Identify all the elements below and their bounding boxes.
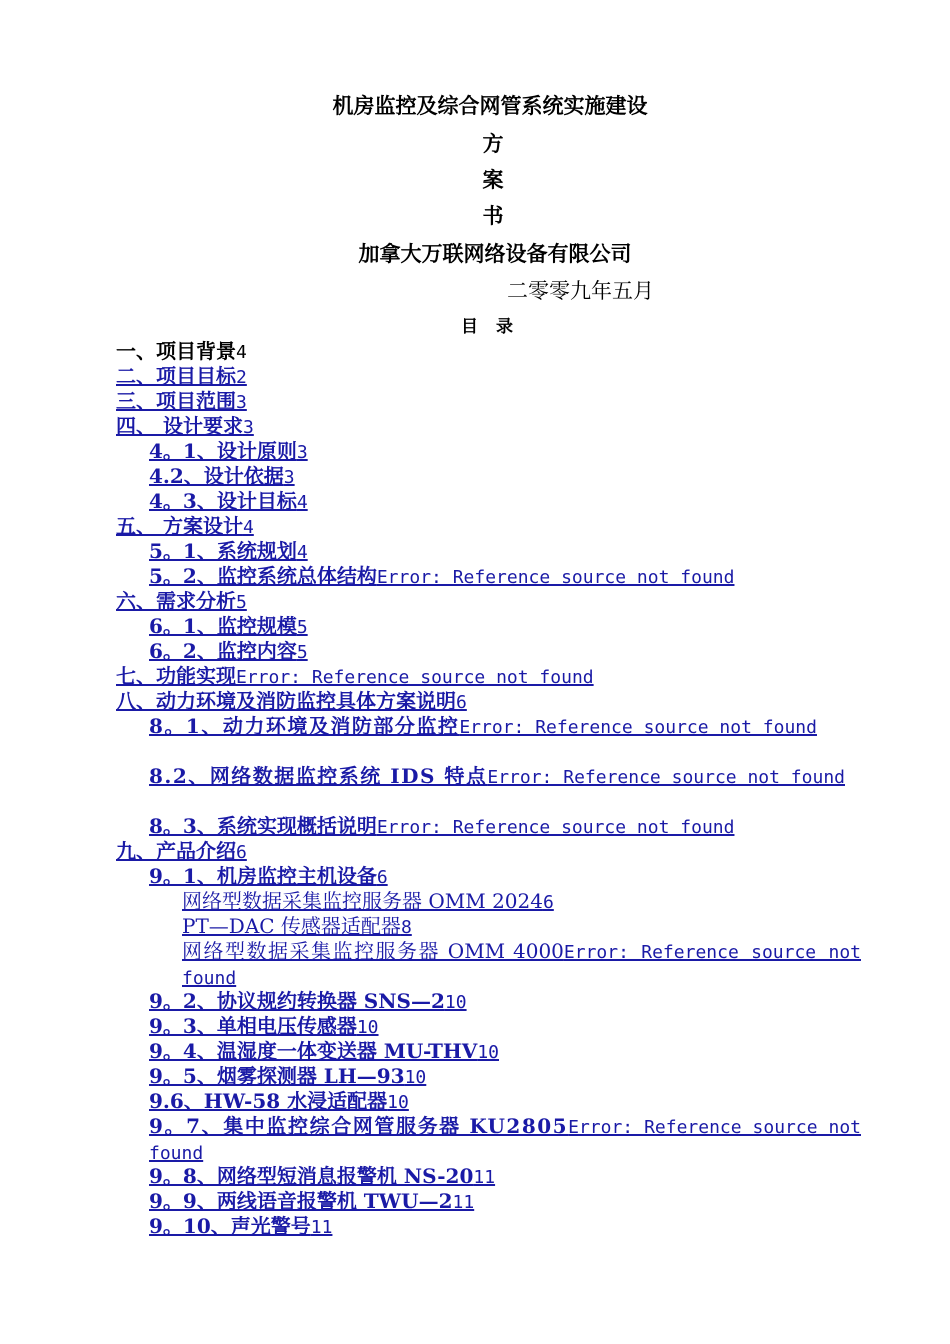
toc-entry[interactable]: 6。2、监控内容5 <box>149 639 308 663</box>
toc-entry[interactable]: 4。3、设计目标4 <box>149 489 308 513</box>
toc-entry[interactable]: 三、项目范围3 <box>116 389 247 413</box>
toc-entry[interactable]: 一、项目背景4 <box>116 339 247 363</box>
toc-entry[interactable]: 网络型数据采集监控服务器 OMM 4000Error: Reference source not found <box>182 939 861 989</box>
toc-entry[interactable]: 5。1、系统规划4 <box>149 539 308 563</box>
toc-entry[interactable]: 9。3、单相电压传感器10 <box>149 1014 379 1038</box>
toc-entry[interactable]: 网络型数据采集监控服务器 OMM 20246 <box>182 889 554 913</box>
toc-entry[interactable]: 4.2、设计依据3 <box>149 464 295 488</box>
toc-entry[interactable]: 9。9、两线语音报警机 TWU—211 <box>149 1189 475 1213</box>
toc-entry[interactable]: 8。3、系统实现概括说明Error: Reference source not found <box>149 814 735 838</box>
toc-entry[interactable]: 6。1、监控规模5 <box>149 614 308 638</box>
toc-entry[interactable]: 4。1、设计原则3 <box>149 439 308 463</box>
toc-entry[interactable]: 9.6、HW-58 水浸适配器10 <box>149 1089 409 1113</box>
toc-entry[interactable]: 9。2、协议规约转换器 SNS—210 <box>149 989 467 1013</box>
toc-entry[interactable]: 9。1、机房监控主机设备6 <box>149 864 388 888</box>
toc-entry[interactable]: 8。1、动力环境及消防部分监控Error: Reference source not found <box>149 714 817 738</box>
document-title-char-1: 方 <box>482 131 504 156</box>
document-title: 机房监控及综合网管系统实施建设 <box>332 93 648 118</box>
toc-entry[interactable]: 八、动力环境及消防监控具体方案说明6 <box>116 689 467 713</box>
toc-entry[interactable]: 五、 方案设计4 <box>116 514 254 538</box>
toc-entry[interactable]: 8.2、网络数据监控系统 IDS 特点Error: Reference source not found <box>149 764 845 788</box>
toc-entry[interactable]: 六、需求分析5 <box>116 589 247 613</box>
toc-entry[interactable]: 9。7、集中监控综合网管服务器 KU2805Error: Reference source not found <box>149 1114 861 1164</box>
toc-entry[interactable]: 9。10、声光警号11 <box>149 1214 333 1238</box>
toc-entry[interactable]: 七、功能实现Error: Reference source not found <box>116 664 594 688</box>
toc-entry[interactable]: 9。8、网络型短消息报警机 NS-2011 <box>149 1164 496 1188</box>
company-name: 加拿大万联网络设备有限公司 <box>358 241 632 266</box>
toc-entry[interactable]: 二、项目目标2 <box>116 364 247 388</box>
toc-entry[interactable]: PT—DAC 传感器适配器8 <box>182 914 412 938</box>
toc-entry[interactable]: 9。4、温湿度一体变送器 MU-THV10 <box>149 1039 499 1063</box>
toc-entry[interactable]: 四、 设计要求3 <box>116 414 254 438</box>
toc-entry[interactable]: 5。2、监控系统总体结构Error: Reference source not found <box>149 564 735 588</box>
toc-entry[interactable]: 九、产品介绍6 <box>116 839 247 863</box>
toc-entry[interactable]: 9。5、烟雾探测器 LH—9310 <box>149 1064 427 1088</box>
document-title-char-3: 书 <box>482 203 504 228</box>
toc-heading: 目 录 <box>461 317 519 337</box>
document-title-char-2: 案 <box>482 167 504 192</box>
document-date: 二零零九年五月 <box>507 279 654 303</box>
